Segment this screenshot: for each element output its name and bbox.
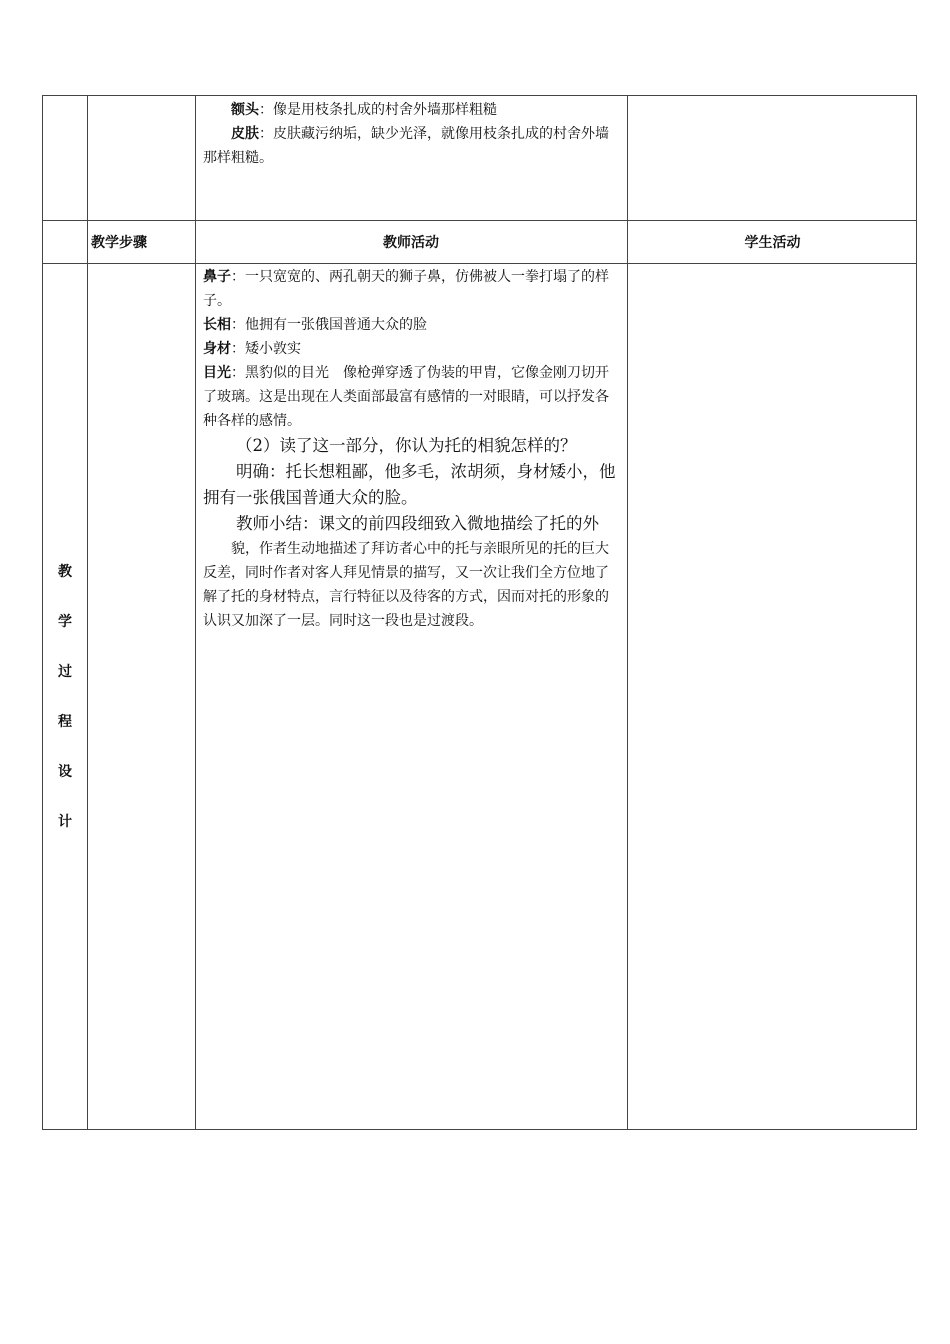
feature-line: 长相：他拥有一张俄国普通大众的脸 bbox=[203, 317, 427, 333]
question-text: （2）读了这一部分，你认为托的相貌怎样的？ bbox=[236, 436, 577, 455]
term-label: 皮肤 bbox=[231, 126, 259, 142]
term-label: 鼻子 bbox=[203, 269, 231, 285]
term-label: 身材 bbox=[203, 341, 231, 357]
row-divider bbox=[43, 263, 916, 264]
side-label: 教 学 过 程 设 计 bbox=[58, 563, 72, 830]
top-line: 额头：像是用枝条扎成的村舍外墙那样粗糙 bbox=[231, 102, 497, 118]
top-line: 皮肤：皮肤藏污纳垢，缺少光泽，就像用枝条扎成的村舍外墙那样粗糙。 bbox=[203, 126, 609, 166]
term-label: 目光 bbox=[203, 365, 231, 381]
header-steps: 教学步骤 bbox=[91, 235, 147, 251]
term-label: 长相 bbox=[203, 317, 231, 333]
summary-continued: 貌，作者生动地描述了拜访者心中的托与亲眼所见的托的巨大反差，同时作者对客人拜见情景的描写，又一次让我们全方位地了解了托的身材特点，言行特征以及待客的方式，因而对托的形象的认识又加深了一层。同时这一段也是过渡段。 bbox=[203, 541, 609, 629]
main-teacher-cell bbox=[203, 265, 621, 633]
feature-line: 身材：矮小敦实 bbox=[203, 341, 301, 357]
header-teacher: 教师活动 bbox=[383, 235, 439, 251]
term-label: 额头 bbox=[231, 102, 259, 118]
feature-line: 鼻子：一只宽宽的、两孔朝天的狮子鼻，仿佛被人一拳打塌了的样子。 bbox=[203, 269, 609, 309]
lesson-plan-table bbox=[42, 95, 917, 1130]
header-student: 学生活动 bbox=[744, 235, 801, 251]
summary-text: 教师小结：课文的前四段细致入微地描绘了托的外 bbox=[236, 514, 599, 533]
answer-text: 明确：托长想粗鄙，他多毛，浓胡须，身材矮小，他拥有一张俄国普通大众的脸。 bbox=[203, 462, 616, 507]
feature-line: 目光：黑豹似的目光 像枪弹穿透了伪装的甲胄，它像金刚刀切开了玻璃。这是出现在人类面部最富有感情的一对眼睛，可以抒发各种各样的感情。 bbox=[203, 365, 609, 429]
top-teacher-cell bbox=[203, 98, 621, 170]
